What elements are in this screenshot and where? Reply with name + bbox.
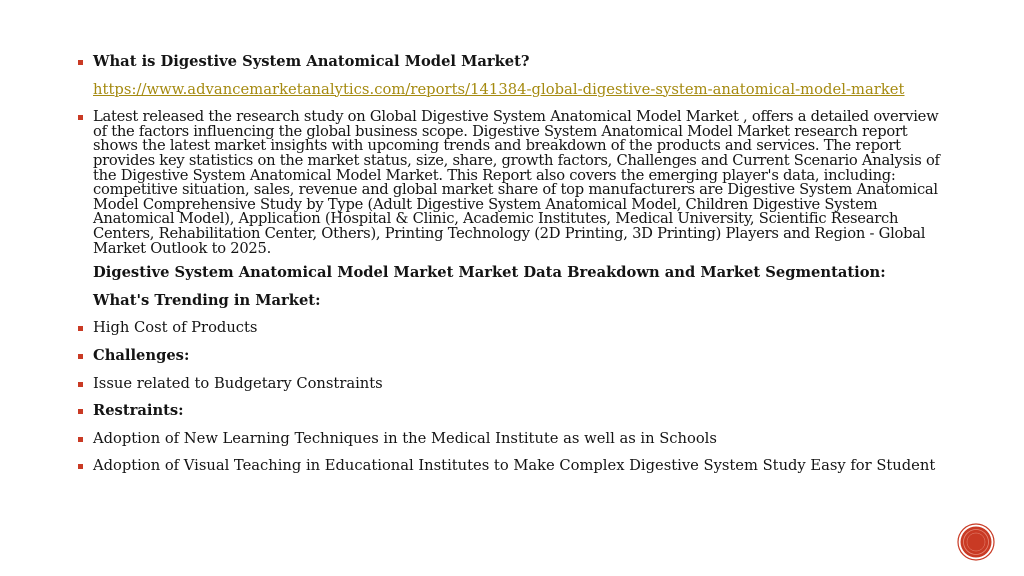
restraints-item: Adoption of New Learning Techniques in the Medical Institute as well as in Schools <box>78 432 948 447</box>
breakdown-title: Digestive System Anatomical Model Market Market Data Breakdown and Market Segmentation: <box>93 264 886 282</box>
challenges-title: Challenges: <box>78 349 948 364</box>
report-link-paragraph <box>78 80 948 98</box>
circular-badge-icon <box>957 523 995 561</box>
heading: What is Digestive System Anatomical Model Market? <box>78 55 948 70</box>
report-link[interactable]: https://www.advancemarketanalytics.com/reports/141384-global-digestive-system-anatomical-model-market <box>93 80 905 98</box>
trending-item: High Cost of Products <box>78 321 948 336</box>
description: Latest released the research study on Global Digestive System Anatomical Model Market , offers a detailed overview of the factors influencing the global business scope. Digestive System Anatomical Model Market research report shows the latest market insights with upcoming trends and breakdown of the products and services. The report provides key statistics on the market status, size, share, growth factors, Challenges and Current Scenario Analysis of the Digestive System Anatomical Model Market. This Report also covers the emerging player's data, including: competitive situation, sales, revenue and global market share of top manufacturers are Digestive System Anatomical Model Comprehensive Study by Type (Adult Digestive System Anatomical Model, Children Digestive System Anatomical Model), Application (Hospital & Clinic, Academic Institutes, Medical University, Scientific Research Centers, Rehabilitation Center, Others), Printing Technology (2D Printing, 3D Printing) Players and Region - Global Market Outlook to 2025. <box>78 110 948 256</box>
trending-title: What's Trending in Market: <box>93 291 321 309</box>
challenges-item: Issue related to Budgetary Constraints <box>78 377 948 392</box>
restraints-title: Restraints: <box>78 404 948 419</box>
slide-content <box>78 55 948 487</box>
restraints-item: Adoption of Visual Teaching in Educational Institutes to Make Complex Digestive System Study Easy for Student <box>78 459 948 474</box>
